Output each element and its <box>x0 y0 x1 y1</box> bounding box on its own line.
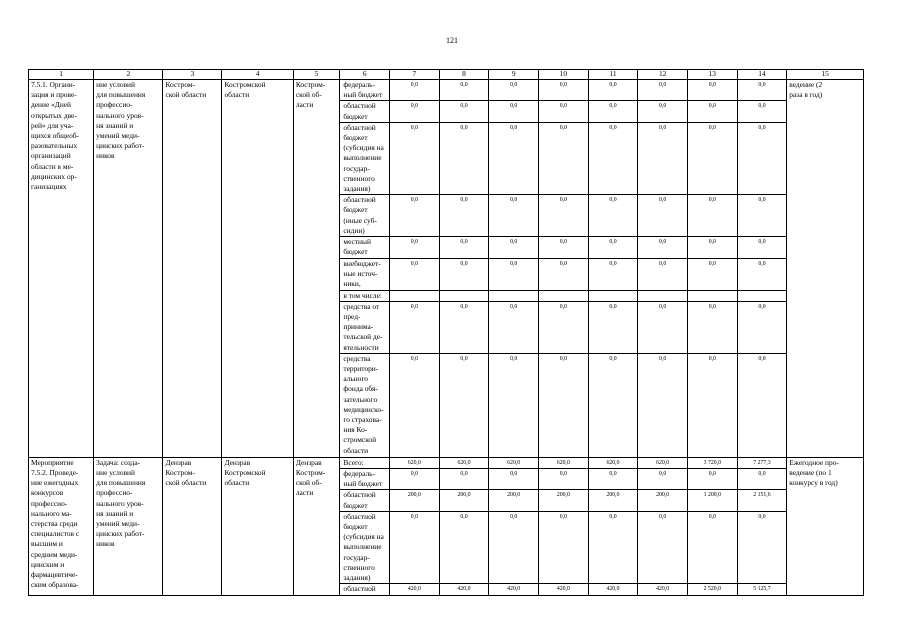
value-cell: 0,0 <box>439 237 489 258</box>
value-cell: 0,0 <box>390 237 440 258</box>
funding-source-line: (субсидия на <box>343 143 384 153</box>
funding-source-cell <box>340 290 390 301</box>
executor-cell-line: ской области <box>165 478 207 488</box>
funding-source-line: областной <box>343 584 376 594</box>
result-cell-line: конкурсу в год) <box>789 478 838 488</box>
value-cell: 200,0 <box>638 490 688 511</box>
table-row <box>29 457 864 468</box>
value-cell: 1 200,0 <box>687 490 737 511</box>
event-cell-line: дение «Дней <box>31 100 72 110</box>
value-cell: 3 720,0 <box>687 457 737 468</box>
value-cell: 0,0 <box>390 301 440 353</box>
value-cell: 0,0 <box>737 353 787 457</box>
value-cell: 200,0 <box>439 490 489 511</box>
funding-source-cell <box>340 258 390 290</box>
value-cell: 0,0 <box>687 195 737 237</box>
funding-source-line: ственного <box>343 173 375 183</box>
funding-source-line: (субсидия на <box>343 532 384 542</box>
funding-source-line: областной <box>343 195 376 205</box>
value-cell: 0,0 <box>390 195 440 237</box>
funding-source-cell <box>340 122 390 194</box>
column-header: 5 <box>293 70 340 80</box>
funding-source-cell <box>340 511 390 583</box>
event-cell-line: средним меди- <box>31 549 78 559</box>
funding-source-line: фонда обя- <box>343 384 378 394</box>
value-cell: 0,0 <box>489 469 539 490</box>
value-cell: 0,0 <box>439 101 489 122</box>
value-cell: 420,0 <box>439 584 489 595</box>
column-header: 15 <box>787 70 864 80</box>
event-cell-line: профессио- <box>31 498 68 508</box>
funding-source-line: ального <box>343 374 368 384</box>
value-cell: 0,0 <box>439 353 489 457</box>
value-cell: 7 277,3 <box>737 457 787 468</box>
table-row <box>29 80 864 101</box>
value-cell: 620,0 <box>539 457 589 468</box>
value-cell: 0,0 <box>588 353 638 457</box>
value-cell: 0,0 <box>539 353 589 457</box>
value-cell: 0,0 <box>588 469 638 490</box>
funding-source-line: ственного <box>343 562 375 572</box>
value-cell: 0,0 <box>539 469 589 490</box>
value-cell: 0,0 <box>390 122 440 194</box>
event-cell-line: Мероприятие <box>31 457 74 467</box>
value-cell: 0,0 <box>390 258 440 290</box>
value-cell: 0,0 <box>539 195 589 237</box>
value-cell: 0,0 <box>439 511 489 583</box>
value-cell: 0,0 <box>687 353 737 457</box>
funding-source-line: областной <box>343 490 376 500</box>
value-cell: 0,0 <box>588 122 638 194</box>
value-cell: 0,0 <box>588 301 638 353</box>
funding-source-line: местный <box>343 237 371 247</box>
value-cell: 0,0 <box>489 301 539 353</box>
funding-source-cell <box>340 584 390 595</box>
value-cell <box>489 290 539 301</box>
funding-source-line: задания) <box>343 573 371 583</box>
funding-source-line: ники, <box>343 279 361 289</box>
funding-source-cell <box>340 469 390 490</box>
task-cell-line: ня знаний и <box>96 508 134 518</box>
value-cell: 0,0 <box>737 237 787 258</box>
task-cell-line: для повышения <box>96 90 146 100</box>
funding-source-line: ный бюджет <box>343 90 383 100</box>
coexecutor-cell-line: ласти <box>295 100 314 110</box>
value-cell: 420,0 <box>489 584 539 595</box>
funding-source-line: средства <box>343 353 371 363</box>
funding-source-line: (иные суб- <box>343 215 377 225</box>
value-cell: 0,0 <box>638 258 688 290</box>
value-cell: 0,0 <box>687 469 737 490</box>
event-cell-line: зация и прове- <box>31 90 77 100</box>
value-cell: 0,0 <box>439 469 489 490</box>
event-cell-line: специалистов с <box>31 529 80 539</box>
funding-source-line: государ- <box>343 163 370 173</box>
coexecutor-cell <box>293 457 340 595</box>
value-cell: 0,0 <box>687 237 737 258</box>
task-cell-line: нального уров- <box>96 498 144 508</box>
value-cell: 0,0 <box>737 80 787 101</box>
value-cell: 2 151,6 <box>737 490 787 511</box>
value-cell: 0,0 <box>687 122 737 194</box>
value-cell: 0,0 <box>638 353 688 457</box>
funding-source-cell <box>340 195 390 237</box>
task-cell-line: Задача: созда- <box>96 457 141 467</box>
value-cell: 0,0 <box>737 301 787 353</box>
value-cell: 0,0 <box>588 101 638 122</box>
value-cell: 0,0 <box>390 511 440 583</box>
event-cell-line: организаций <box>31 151 71 161</box>
value-cell: 0,0 <box>489 237 539 258</box>
value-cell: 0,0 <box>539 237 589 258</box>
event-cell-line: области в ме- <box>31 161 74 171</box>
result-cell-line: ведение (по 1 <box>789 468 832 478</box>
value-cell: 0,0 <box>390 353 440 457</box>
executor-cell-line: Костром- <box>165 80 195 89</box>
value-cell: 0,0 <box>588 511 638 583</box>
value-cell: 0,0 <box>588 195 638 237</box>
task-cell-line: цинских работ- <box>96 529 145 539</box>
value-cell: 620,0 <box>390 457 440 468</box>
funding-source-line: го страхова- <box>343 415 382 425</box>
funding-source-line: выполнение <box>343 542 382 552</box>
value-cell <box>390 290 440 301</box>
column-header: 7 <box>390 70 440 80</box>
funding-source-line: зательного <box>343 394 378 404</box>
value-cell: 0,0 <box>539 301 589 353</box>
funding-source-line: средства от <box>343 301 380 311</box>
value-cell: 0,0 <box>687 301 737 353</box>
funding-source-line: бюджет <box>343 111 368 121</box>
value-cell: 2 520,0 <box>687 584 737 595</box>
coexecutor-cell-line: ской об- <box>295 478 322 488</box>
task-cell-line: умений меди- <box>96 519 140 529</box>
event-cell-line: рей» для уча- <box>31 120 74 130</box>
funding-source-line: ные источ- <box>343 268 378 278</box>
executor-cell <box>163 80 222 458</box>
value-cell: 0,0 <box>638 195 688 237</box>
value-cell: 0,0 <box>588 237 638 258</box>
event-cell-line: ским образова- <box>31 580 79 590</box>
coexecutor-cell-line: ласти <box>295 488 314 498</box>
funding-source-line: бюджет <box>343 205 368 215</box>
funding-source-cell <box>340 353 390 457</box>
funding-source-line: областной <box>343 122 376 132</box>
value-cell: 620,0 <box>638 457 688 468</box>
funding-source-line: ный бюджет <box>343 479 383 489</box>
funding-source-line: в том числе: <box>343 290 382 300</box>
event-cell-line: открытых две- <box>31 110 77 120</box>
result-cell <box>787 457 864 595</box>
funding-source-line: бюджет <box>343 500 368 510</box>
funding-source-line: государ- <box>343 552 370 562</box>
event-cell <box>29 457 94 595</box>
value-cell: 0,0 <box>638 122 688 194</box>
event-cell-line: 7.5.2. Проведе- <box>31 468 79 478</box>
value-cell <box>687 290 737 301</box>
value-cell: 0,0 <box>489 122 539 194</box>
value-cell: 0,0 <box>439 195 489 237</box>
funding-source-line: территори- <box>343 364 379 374</box>
value-cell: 0,0 <box>737 195 787 237</box>
value-cell <box>539 290 589 301</box>
task-cell-line: цинских работ- <box>96 141 145 151</box>
column-header: 8 <box>439 70 489 80</box>
task-cell-line: профессио- <box>96 100 133 110</box>
value-cell: 200,0 <box>489 490 539 511</box>
value-cell: 0,0 <box>737 511 787 583</box>
value-cell: 620,0 <box>439 457 489 468</box>
value-cell: 0,0 <box>439 258 489 290</box>
column-header: 13 <box>687 70 737 80</box>
funding-source-cell <box>340 490 390 511</box>
value-cell: 0,0 <box>489 80 539 101</box>
value-cell <box>439 290 489 301</box>
value-cell: 420,0 <box>588 584 638 595</box>
executor-cell-line: Дензрав <box>165 457 192 467</box>
column-header: 4 <box>222 70 293 80</box>
funding-source-line: бюджет <box>343 522 368 532</box>
funding-source-line: ния Ко- <box>343 425 368 435</box>
value-cell: 0,0 <box>539 258 589 290</box>
value-cell <box>638 290 688 301</box>
value-cell: 0,0 <box>489 258 539 290</box>
funding-source-cell <box>340 457 390 468</box>
task-cell-line: профессио- <box>96 488 133 498</box>
value-cell: 0,0 <box>489 101 539 122</box>
coexecutor-cell-line: ской об- <box>295 90 322 100</box>
column-header: 2 <box>94 70 163 80</box>
funding-source-cell <box>340 80 390 101</box>
column-header: 10 <box>539 70 589 80</box>
value-cell: 0,0 <box>489 195 539 237</box>
funding-source-line: принима- <box>343 322 374 332</box>
result-cell <box>787 80 864 458</box>
task-cell-line: ние условий <box>96 80 135 89</box>
value-cell: 0,0 <box>687 80 737 101</box>
column-header: 12 <box>638 70 688 80</box>
value-cell: 0,0 <box>439 80 489 101</box>
task-cell <box>94 457 163 595</box>
column-header: 6 <box>340 70 390 80</box>
funding-source-line: области <box>343 445 369 455</box>
value-cell: 0,0 <box>638 511 688 583</box>
funding-source-line: бюджет <box>343 247 368 257</box>
value-cell <box>737 290 787 301</box>
event-cell-line: фармацевтиче- <box>31 570 78 580</box>
value-cell: 0,0 <box>737 469 787 490</box>
value-cell: 0,0 <box>489 511 539 583</box>
funding-source-line: ятельности <box>343 342 379 352</box>
funding-source-line: тельской де- <box>343 332 383 342</box>
value-cell: 0,0 <box>539 122 589 194</box>
event-cell <box>29 80 94 458</box>
value-cell: 0,0 <box>539 80 589 101</box>
value-cell: 0,0 <box>638 101 688 122</box>
result-cell-line: Ежегодное про- <box>789 457 839 467</box>
funding-source-line: пред- <box>343 312 361 322</box>
result-cell-line: ведение (2 <box>789 80 823 89</box>
value-cell: 200,0 <box>588 490 638 511</box>
value-cell <box>588 290 638 301</box>
funding-source-line: выполнение <box>343 153 382 163</box>
funding-source-line: федераль- <box>343 80 375 89</box>
event-cell-line: дицинских ор- <box>31 171 77 181</box>
event-cell-line: щихся общеоб- <box>31 131 79 141</box>
responsible-cell-line: Дензрав <box>224 457 251 467</box>
responsible-cell-line: Костромской <box>224 468 266 478</box>
funding-source-line: сидии) <box>343 225 365 235</box>
responsible-cell-line: Костромской <box>224 80 266 89</box>
value-cell: 0,0 <box>687 511 737 583</box>
event-cell-line: ние ежегодных <box>31 478 79 488</box>
value-cell: 0,0 <box>588 258 638 290</box>
value-cell: 0,0 <box>687 258 737 290</box>
funding-source-line: Всего: <box>343 457 364 467</box>
responsible-cell <box>222 457 293 595</box>
header-row <box>29 70 864 80</box>
value-cell: 0,0 <box>687 101 737 122</box>
value-cell: 0,0 <box>638 237 688 258</box>
responsible-cell-line: области <box>224 90 250 100</box>
funding-source-line: задания) <box>343 184 371 194</box>
column-header: 11 <box>588 70 638 80</box>
task-cell-line: для повышения <box>96 478 146 488</box>
event-cell-line: высшим и <box>31 539 63 549</box>
value-cell: 0,0 <box>489 353 539 457</box>
value-cell: 5 125,7 <box>737 584 787 595</box>
responsible-cell-line: области <box>224 478 250 488</box>
funding-source-line: областной <box>343 101 376 111</box>
value-cell: 0,0 <box>638 469 688 490</box>
task-cell-line: ние условий <box>96 468 135 478</box>
value-cell: 620,0 <box>489 457 539 468</box>
event-cell-line: конкурсов <box>31 488 64 498</box>
value-cell: 0,0 <box>390 80 440 101</box>
value-cell: 200,0 <box>539 490 589 511</box>
funding-source-line: федераль- <box>343 469 375 479</box>
task-cell-line: ня знаний и <box>96 120 134 130</box>
event-cell-line: ганизациях <box>31 182 67 192</box>
funding-source-line: областной <box>343 511 376 521</box>
responsible-cell <box>222 80 293 458</box>
column-header: 1 <box>29 70 94 80</box>
coexecutor-cell-line: Дензрав <box>295 457 322 467</box>
task-cell <box>94 80 163 458</box>
event-cell-line: 7.5.1. Органи- <box>31 80 76 89</box>
value-cell: 0,0 <box>390 101 440 122</box>
funding-source-line: бюджет <box>343 133 368 143</box>
value-cell: 0,0 <box>539 101 589 122</box>
funding-source-line: медицинско- <box>343 404 384 414</box>
coexecutor-cell-line: Костром- <box>295 80 326 89</box>
event-cell-line: разовательных <box>31 141 78 151</box>
funding-source-cell <box>340 301 390 353</box>
value-cell: 0,0 <box>737 122 787 194</box>
coexecutor-cell-line: Костром- <box>295 468 326 478</box>
column-header: 3 <box>163 70 222 80</box>
value-cell: 0,0 <box>439 122 489 194</box>
value-cell: 0,0 <box>390 469 440 490</box>
value-cell: 0,0 <box>539 511 589 583</box>
value-cell: 620,0 <box>588 457 638 468</box>
value-cell: 0,0 <box>439 301 489 353</box>
result-cell-line: раза в год) <box>789 90 823 100</box>
value-cell: 420,0 <box>390 584 440 595</box>
executor-cell <box>163 457 222 595</box>
value-cell: 420,0 <box>638 584 688 595</box>
budget-table <box>28 69 864 596</box>
value-cell: 0,0 <box>737 258 787 290</box>
event-cell-line: стерства среди <box>31 519 78 529</box>
page-number: 121 <box>446 36 458 45</box>
task-cell-line: нального уров- <box>96 110 144 120</box>
event-cell-line: цинским и <box>31 559 65 569</box>
value-cell: 0,0 <box>638 80 688 101</box>
funding-source-cell <box>340 101 390 122</box>
event-cell-line: нального ма- <box>31 508 72 518</box>
funding-source-cell <box>340 237 390 258</box>
executor-cell-line: Костром- <box>165 468 195 478</box>
task-cell-line: умений меди- <box>96 131 140 141</box>
coexecutor-cell <box>293 80 340 458</box>
task-cell-line: ников <box>96 539 115 549</box>
value-cell: 0,0 <box>737 101 787 122</box>
task-cell-line: ников <box>96 151 115 161</box>
funding-source-line: внебюджет- <box>343 258 381 268</box>
executor-cell-line: ской области <box>165 90 207 100</box>
column-header: 14 <box>737 70 787 80</box>
funding-source-line: стромской <box>343 435 377 445</box>
value-cell: 420,0 <box>539 584 589 595</box>
value-cell: 0,0 <box>588 80 638 101</box>
value-cell: 200,0 <box>390 490 440 511</box>
column-header: 9 <box>489 70 539 80</box>
value-cell: 0,0 <box>638 301 688 353</box>
